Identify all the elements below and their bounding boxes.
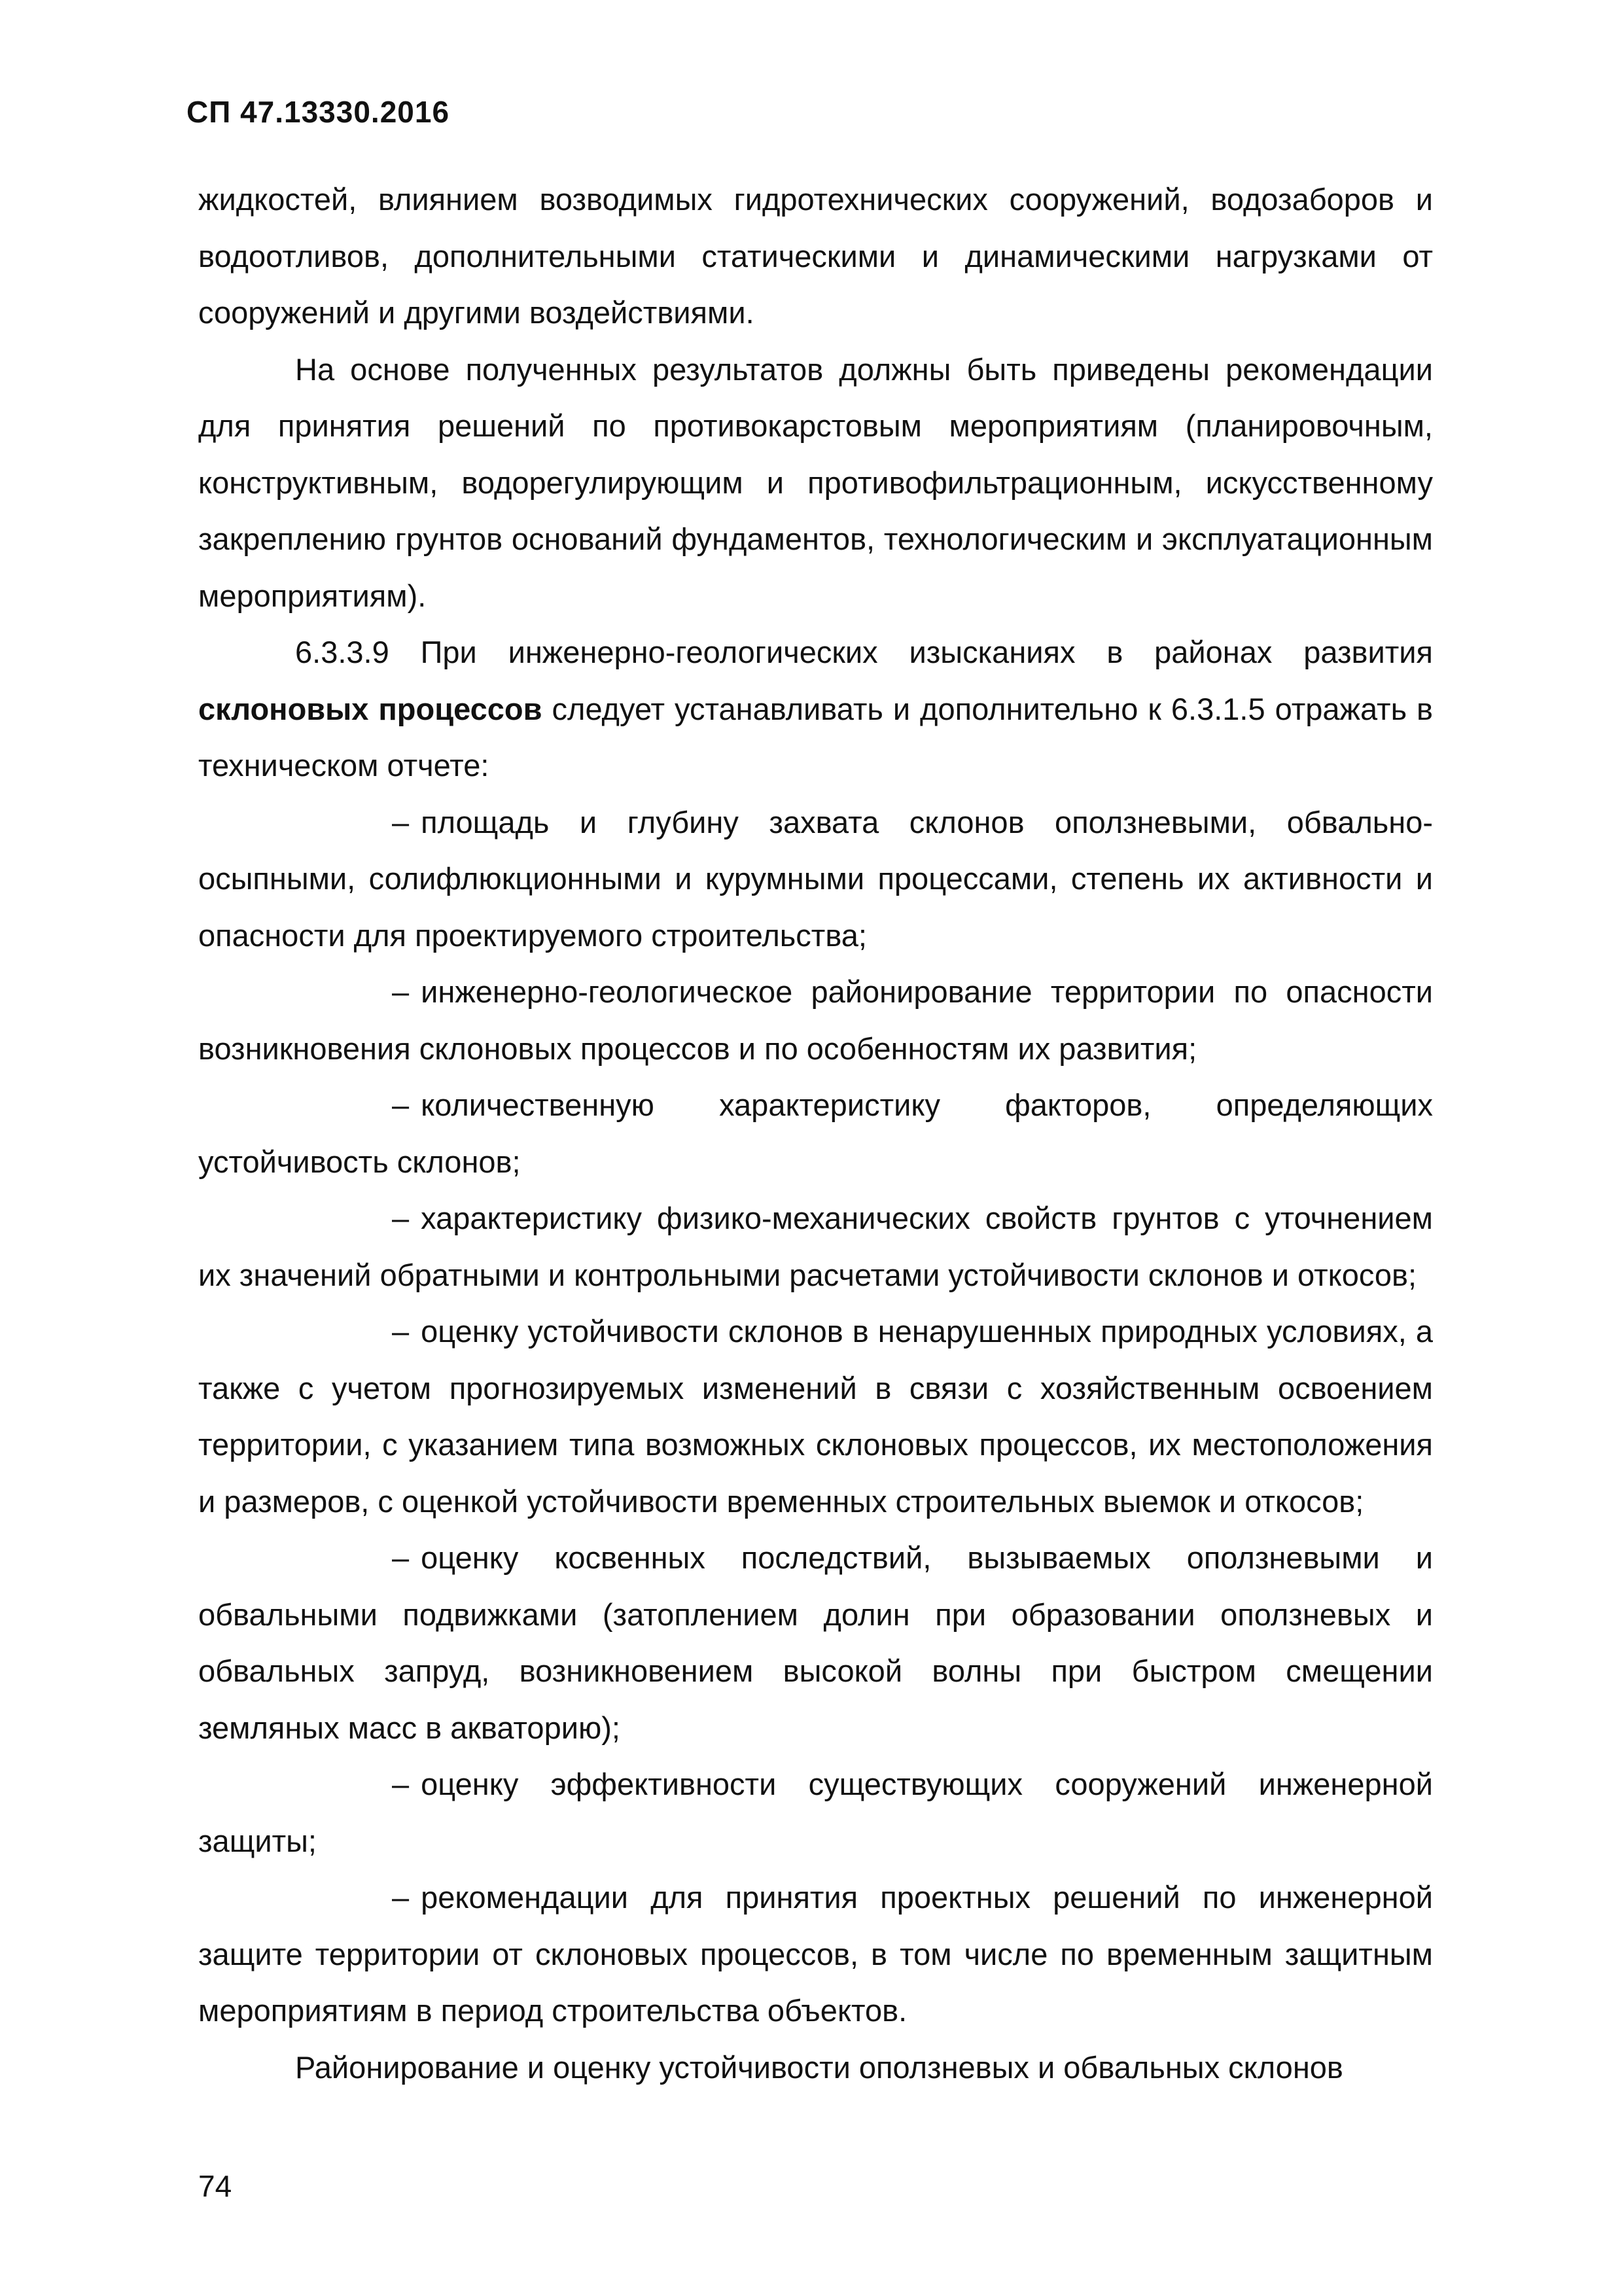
paragraph-recommendations: На основе полученных результатов должны быть приведены рекомендации для принятия решений по противокарстовым мероприятиям (планировочным, конструктивным, водорегулирующим и противофильтрационным, искусственному закреплению грунтов оснований фундаментов, технологическим и эксплуатационным мероприятиям). — [198, 351, 1433, 613]
list-item — [198, 1530, 1433, 1756]
list-item-text: оценку устойчивости склонов в ненарушенных природных условиях, а также с учетом прогнозируемых изменений в связи с хозяйственным освоением территории, с указанием типа возможных склоновых процессов, их местоположения и размеров, с оценкой устойчивости временных строительных выемок и откосов; — [198, 1314, 1433, 1519]
dash-marker: – — [392, 1540, 410, 1575]
paragraph-clause-6-3-3-9 — [198, 624, 1433, 794]
list-item-text: инженерно-геологическое районирование территории по опасности возникновения склоновых процессов и по особенностям их развития; — [198, 974, 1433, 1066]
list-item-text: характеристику физико-механических свойств грунтов с уточнением их значений обратными и контрольными расчетами устойчивости склонов и откосов; — [198, 1201, 1433, 1292]
list-item — [198, 794, 1433, 964]
list-item — [198, 1190, 1433, 1303]
list-item-text: оценку эффективности существующих сооружений инженерной защиты; — [198, 1767, 1433, 1858]
dash-marker: – — [392, 1880, 410, 1915]
list-item — [198, 1077, 1433, 1190]
list-item — [198, 1869, 1433, 2040]
dash-marker: – — [392, 1314, 410, 1349]
list-item-text: оценку косвенных последствий, вызываемых оползневыми и обвальными подвижками (затоплением долин при образовании оползневых и обвальных запруд, возникновением высокой волны при быстром смещении земляных масс в акваторию); — [198, 1540, 1433, 1745]
dash-marker: – — [392, 974, 410, 1009]
list-item — [198, 964, 1433, 1077]
paragraph-continued: жидкостей, влиянием возводимых гидротехнических сооружений, водозаборов и водоотливов, дополнительными статическими и динамическими нагрузками от сооружений и другими воздействиями. — [198, 182, 1433, 330]
clause-tail-text: следует устанавливать и дополнительно к 6.3.1.5 отражать в техническом отчете: — [198, 691, 1434, 783]
document-code: СП 47.13330.2016 — [186, 95, 450, 129]
list-item — [198, 1303, 1433, 1530]
list-item — [198, 1756, 1433, 1869]
dash-marker: – — [392, 1201, 410, 1235]
dash-marker: – — [392, 1767, 410, 1801]
dash-marker: – — [392, 1087, 410, 1122]
paragraph-zoning: Районирование и оценку устойчивости оползневых и обвальных склонов — [295, 2049, 1343, 2085]
document-body — [198, 171, 1433, 2096]
clause-lead-text: 6.3.3.9 При инженерно-геологических изысканиях в районах развития — [295, 635, 1433, 669]
list-item-text: количественную характеристику факторов, определяющих устойчивость склонов; — [198, 1087, 1433, 1179]
page-number: 74 — [198, 2169, 232, 2203]
list-item-text: рекомендации для принятия проектных решений по инженерной защите территории от склоновых процессов, в том числе по временным защитным мероприятиям в период строительства объектов. — [198, 1880, 1433, 2028]
dash-marker: – — [392, 804, 410, 839]
clause-bold-term: склоновых процессов — [198, 691, 542, 726]
list-item-text: площадь и глубину захвата склонов оползневыми, обвально-осыпными, солифлюкционными и курумными процессами, степень их активности и опасности для проектируемого строительства; — [198, 804, 1433, 953]
